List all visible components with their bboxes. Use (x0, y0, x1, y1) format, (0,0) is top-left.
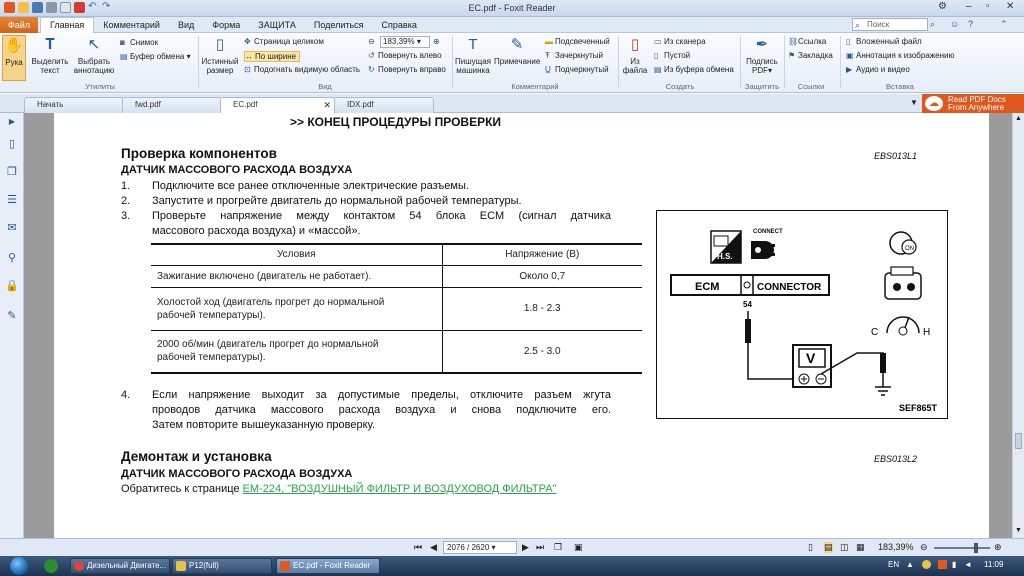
typewriter-button[interactable] (455, 35, 491, 75)
zoom-in-status-icon[interactable]: ⊕ (994, 542, 1002, 552)
section-code-1: EBS013L1 (874, 151, 918, 161)
select-text-label: Выделить текст (31, 57, 69, 75)
rotate-left-label: Повернуть влево (378, 51, 442, 60)
comments-icon[interactable]: ✉ (7, 222, 17, 234)
fit-page-icon: ✥ (244, 37, 251, 46)
group-utils-label: Утилиты (85, 82, 115, 91)
pen-icon: ✒ (755, 36, 769, 53)
wiring-diagram (656, 210, 948, 419)
table-cell-voltage: Около 0,7 (442, 265, 642, 287)
hs-symbol (711, 231, 741, 263)
user-icon[interactable]: ☺ (950, 19, 960, 29)
navigation-panel (0, 113, 24, 538)
bookmark-button[interactable] (788, 51, 833, 60)
from-file-button[interactable] (620, 35, 650, 75)
tab-protect[interactable]: ЗАЩИТА (258, 20, 296, 30)
folder-icon (176, 561, 186, 571)
step4-line3: Затем повторите вышеуказанную проверку. (152, 419, 376, 431)
pages-icon[interactable]: ❐ (7, 166, 17, 178)
zoom-slider-thumb[interactable] (974, 543, 978, 553)
arrow-cursor-icon: ↖ (87, 36, 101, 53)
redo-icon[interactable]: ↷ (102, 1, 111, 12)
text-cursor-icon: 𝐓 (45, 36, 55, 53)
search-icon: ⌕ (855, 20, 861, 30)
tab-fwd[interactable] (122, 97, 222, 113)
table-cell-condition-cont: рабочей температуры). (157, 309, 266, 321)
strikeout-label: Зачеркнутый (555, 51, 603, 60)
section-code-2: EBS013L2 (874, 454, 918, 464)
foxit-icon (280, 561, 290, 571)
pdf-file-icon: ▯ (630, 36, 640, 53)
table-row (151, 287, 642, 330)
connect-symbol (751, 229, 783, 259)
ribbon-tab-bar (0, 17, 1024, 33)
document-tab-bar (0, 94, 1024, 113)
step-text: Запустите и прогрейте двигатель до нормальной рабочей температуры. (152, 195, 522, 207)
section-heading-remove: Демонтаж и установка (121, 449, 272, 464)
select-annotation-label: Выбрать аннотацию (73, 57, 115, 75)
voltage-table (151, 243, 642, 374)
ribbon-separator (784, 36, 785, 88)
blank-label: Пустой (664, 51, 691, 60)
scanner-icon: ▭ (654, 37, 662, 46)
media-icon: ▶ (846, 65, 853, 74)
ribbon-separator (740, 36, 741, 88)
close-tab-icon[interactable]: ✕ (323, 100, 331, 110)
media-player-icon[interactable] (44, 559, 58, 573)
group-links-label: Ссылки (797, 82, 825, 91)
taskbar-item-p12[interactable] (172, 558, 272, 574)
windows-logo-icon (10, 557, 28, 575)
tray-expand-icon[interactable]: ▲ (906, 560, 914, 569)
zoom-in-icon[interactable]: ⊕ (433, 37, 440, 46)
from-scanner-label: Из сканера (664, 37, 706, 46)
highlight-button[interactable] (545, 37, 610, 46)
ribbon (0, 33, 1024, 93)
title-bar (0, 0, 1024, 17)
single-page-icon[interactable]: ▯ (808, 542, 813, 552)
from-clipboard-label: Из буфера обмена (664, 65, 734, 74)
undo-icon[interactable]: ↶ (88, 1, 97, 12)
connect-label: CONNECT (753, 229, 783, 235)
select-text-button[interactable] (30, 35, 70, 75)
tab-help[interactable]: Справка (381, 20, 417, 30)
window-title: EC.pdf - Foxit Reader (468, 3, 556, 13)
embedded-file-button[interactable] (846, 37, 922, 46)
group-protect-label: Защитить (744, 82, 780, 91)
diagram-code-label: SEF865T (899, 403, 938, 413)
start-button[interactable] (4, 556, 36, 576)
engine-icon (885, 267, 921, 299)
gauge-h-label: H (923, 327, 931, 338)
fit-visible-icon: ⊡ (244, 65, 251, 74)
typewriter-label: Пишущая машинка (455, 57, 491, 75)
tab-idx[interactable] (334, 97, 434, 113)
pin-54-label: 54 (743, 300, 752, 309)
snapshot-button[interactable] (120, 38, 158, 47)
image-annotation-button[interactable] (846, 51, 954, 60)
ribbon-separator (452, 36, 453, 88)
table-cell-voltage: 1.8 - 2.3 (442, 287, 642, 330)
tab-start-label: Начать (37, 100, 64, 109)
voltmeter-icon (793, 345, 831, 387)
hand-label: Рука (5, 58, 23, 67)
from-scanner-button[interactable] (654, 37, 706, 46)
zoom-out-icon[interactable]: ⊖ (368, 37, 375, 46)
strikeout-button[interactable] (545, 51, 603, 60)
subheading-maf: ДАТЧИК МАССОВОГО РАСХОДА ВОЗДУХА (121, 164, 353, 176)
layers-icon[interactable]: ☰ (7, 194, 17, 206)
status-bar (0, 538, 1024, 556)
search-input[interactable] (852, 18, 928, 31)
prev-page-icon[interactable]: ◀ (430, 542, 437, 552)
security-lock-icon[interactable]: 🔒 (5, 280, 19, 292)
help-icon[interactable]: ? (968, 19, 974, 29)
volume-icon[interactable]: ◄ (964, 560, 972, 569)
connector-label: CONNECTOR (757, 282, 822, 293)
fit-visible-button[interactable] (244, 65, 360, 74)
link-icon: ⛓ (788, 37, 799, 46)
tab-share[interactable]: Поделиться (313, 20, 364, 30)
link-button[interactable] (788, 37, 826, 46)
tab-start[interactable] (24, 97, 124, 113)
tab-home[interactable]: Главная (40, 17, 94, 33)
em224-link[interactable]: EM-224, "ВОЗДУШНЫЙ ФИЛЬТР И ВОЗДУХОВОД ФИЛЬТРА" (242, 483, 557, 495)
underline-icon: U̲ (545, 65, 551, 74)
rotate-left-button[interactable] (368, 51, 442, 60)
bookmark-label: Закладка (798, 51, 833, 60)
vertical-scrollbar[interactable] (1012, 113, 1024, 538)
zoom-level: 183,39% (878, 542, 914, 552)
audio-video-button[interactable] (846, 65, 910, 74)
note-icon: ✎ (510, 36, 524, 53)
hand-tool-button[interactable] (2, 35, 26, 81)
table-row (151, 330, 642, 373)
group-view-label: Вид (318, 82, 332, 91)
pdf-page (54, 113, 989, 538)
maximize-button[interactable]: ▫ (986, 1, 990, 12)
search-placeholder: Поиск (867, 20, 890, 29)
blank-page-icon: ▯ (654, 51, 659, 60)
continuous-icon[interactable]: ▤ (824, 542, 833, 552)
page-thumbnail-icon[interactable]: ▯ (8, 138, 16, 150)
blank-button[interactable] (654, 51, 690, 60)
zoom-out-status-icon[interactable]: ⊖ (920, 542, 928, 552)
page-number-input[interactable]: 2076 / 2620 ▾ (443, 541, 517, 554)
taskbar-item-label: EC.pdf - Foxit Reader (293, 561, 371, 570)
end-procedure-text: >> КОНЕЦ ПРОЦЕДУРЫ ПРОВЕРКИ (290, 115, 502, 129)
windows-taskbar (0, 556, 1024, 576)
clock[interactable]: 11:09 (984, 560, 1004, 569)
step-number: 4. (121, 389, 131, 401)
tab-view[interactable]: Вид (177, 20, 195, 30)
clipboard-label: Буфер обмена (130, 52, 185, 61)
facing-icon[interactable]: ◫ (840, 542, 849, 552)
select-annotation-button[interactable] (72, 35, 116, 75)
next-page-icon[interactable]: ▶ (522, 542, 529, 552)
from-clipboard-button[interactable] (654, 65, 734, 74)
print-preview-icon[interactable]: ▣ (574, 542, 583, 552)
fit-width-icon: ↔ (245, 52, 253, 61)
hand-icon: ✋ (4, 37, 24, 54)
zoom-select[interactable]: 183,39% ▾ (380, 36, 430, 48)
settings-icon[interactable]: ⚙ (938, 1, 947, 12)
table-cell-condition: Холостой ход (двигатель прогрет до нормальной (157, 296, 385, 308)
highlight-icon: ▬ (545, 37, 553, 46)
voltmeter-v-label: V (806, 350, 816, 366)
tray-app-icon[interactable] (922, 560, 931, 569)
ribbon-separator (618, 36, 619, 88)
tab-ec[interactable] (220, 97, 336, 114)
rotate-right-icon: ↻ (368, 65, 375, 74)
document-viewport[interactable] (24, 113, 1012, 538)
on-label: ON (905, 246, 914, 252)
tray-foxit-icon[interactable] (938, 560, 947, 569)
tab-comment[interactable]: Комментарий (103, 20, 160, 30)
taskbar-item-label: Дизельный Двигате... (87, 561, 167, 570)
tab-idx-label: IDX.pdf (347, 100, 374, 109)
table-cell-condition-cont: рабочей температуры). (157, 352, 266, 364)
subheading-maf-2: ДАТЧИК МАССОВОГО РАСХОДА ВОЗДУХА (121, 468, 353, 480)
zoom-value: 183,39% (383, 37, 415, 46)
minimize-button[interactable]: – (966, 1, 972, 12)
link-label: Ссылка (798, 37, 827, 46)
image-icon: ▣ (846, 51, 854, 60)
taskbar-item-chrome[interactable] (70, 558, 170, 574)
rotate-right-button[interactable] (368, 65, 446, 74)
refer-label: Обратитесь к странице (121, 483, 243, 495)
actual-size-label: Истинный размер (201, 57, 239, 75)
step-text-cont: массового расхода воздуха) и «массой». (152, 225, 361, 237)
note-label: Примечание (494, 57, 541, 66)
typewriter-icon: T (468, 36, 478, 53)
scroll-down-icon[interactable]: ▼ (1015, 527, 1022, 534)
clipboard-button[interactable]: ▤ Буфер обмена ▾ (120, 52, 191, 61)
group-create-label: Создать (665, 82, 695, 91)
clipboard-page-icon: ▤ (654, 65, 662, 74)
fit-width-button[interactable] (244, 51, 300, 62)
strikeout-icon: Ŧ (545, 51, 550, 60)
first-page-icon[interactable]: ⏮ (414, 542, 423, 552)
table-cell-condition: 2000 об/мин (двигатель прогрет до нормальной (157, 339, 379, 351)
step-text: Подключите все ранее отключенные электрические разъемы. (152, 180, 469, 192)
close-button[interactable]: ✕ (1006, 1, 1015, 12)
ribbon-collapse-icon[interactable]: ⌃ (1000, 19, 1008, 29)
file-menu[interactable]: Файл (0, 17, 38, 33)
ecm-connector-box (671, 275, 829, 309)
rotate-left-icon: ↺ (368, 51, 375, 60)
gauge-c-label: C (871, 327, 879, 338)
page-tools-icon[interactable]: ❐ (554, 542, 563, 552)
highlight-label: Подсвеченный (555, 37, 610, 46)
language-indicator[interactable]: EN (888, 560, 900, 569)
note-button[interactable] (494, 35, 540, 66)
step-number: 2. (121, 195, 131, 207)
chrome-icon (74, 561, 84, 571)
temperature-gauge-icon (871, 317, 930, 338)
snapshot-label: Снимок (130, 38, 159, 47)
page-number-value: 2076 / 2620 (447, 543, 490, 552)
clipboard-icon: ▤ (120, 52, 128, 61)
diagram-svg (657, 211, 949, 420)
audio-video-label: Аудио и видео (856, 65, 910, 74)
fit-width-label: По ширине (255, 52, 297, 61)
fit-page-label: Страница целиком (254, 37, 324, 46)
refer-text (121, 483, 556, 495)
ecm-label: ECM (695, 281, 720, 293)
zoom-slider[interactable] (934, 547, 990, 549)
group-insert-label: Вставка (886, 82, 914, 91)
table-header-voltage: Напряжение (В) (442, 244, 642, 265)
ribbon-separator (840, 36, 841, 88)
foxit-cloud-icon: ☁ (925, 96, 943, 111)
underline-button[interactable] (545, 65, 609, 74)
taskbar-item-foxit[interactable] (276, 558, 380, 574)
hs-label: H.S. (717, 252, 733, 261)
bookmark-icon: ⚑ (788, 51, 796, 60)
network-icon[interactable]: ▮ (952, 560, 957, 569)
tab-list-icon[interactable]: ▼ (910, 98, 918, 107)
attachment-icon: ▯ (846, 37, 851, 46)
ignition-key-icon (890, 232, 916, 254)
table-header-conditions: Условия (151, 244, 442, 265)
sign-pdf-label: Подпись PDF (746, 57, 778, 75)
attachment-panel-icon[interactable]: ⚲ (7, 252, 17, 264)
continuous-facing-icon[interactable]: ▦ (856, 542, 865, 552)
tab-form[interactable]: Форма (212, 20, 241, 30)
embedded-file-label: Вложенный файл (856, 37, 922, 46)
step-number: 3. (121, 210, 131, 222)
promo-line2: From Anywhere (948, 103, 1005, 112)
search-go-icon[interactable]: ⌕ (930, 19, 936, 29)
table-cell-condition: Зажигание включено (двигатель не работает). (157, 270, 372, 282)
sign-pdf-button[interactable]: ✒ Подпись PDF▾ (746, 36, 778, 75)
page-icon: ▯ (215, 36, 225, 53)
fit-page-button[interactable] (244, 37, 324, 46)
step-text: Проверьте напряжение между контактом 54 блока ECM (сигнал датчика (152, 210, 611, 222)
tab-fwd-label: fwd.pdf (135, 100, 161, 109)
tab-ec-label: EC.pdf (233, 100, 258, 109)
section-heading-check: Проверка компонентов (121, 146, 277, 161)
ribbon-separator (198, 36, 199, 88)
table-row (151, 265, 642, 287)
scrollbar-thumb[interactable] (1015, 433, 1022, 449)
step4-line1: Если напряжение выходит за допустимые пределы, отключите разъем жгута (152, 389, 611, 401)
promo-line1: Read PDF Docs (948, 95, 1006, 104)
from-file-label: Из файла (622, 57, 648, 75)
group-comment-label: Комментарий (511, 82, 559, 91)
scroll-up-icon[interactable]: ▲ (1015, 115, 1022, 122)
step4-line2: проводов датчика массового расхода воздуха и снова подключите его. (152, 404, 611, 416)
underline-label: Подчеркнутый (555, 65, 609, 74)
image-annotation-label: Аннотация к изображению (856, 51, 955, 60)
taskbar-item-label: P12(full) (189, 561, 219, 570)
camera-icon: ◙ (120, 38, 125, 47)
fit-visible-label: Подогнать видимую область (254, 65, 361, 74)
expand-panel-icon[interactable]: ▶ (8, 117, 16, 126)
last-page-icon[interactable]: ⏭ (536, 542, 545, 552)
table-cell-voltage: 2.5 - 3.0 (442, 330, 642, 373)
signature-icon[interactable]: ✎ (7, 310, 17, 322)
actual-size-button[interactable] (200, 35, 240, 75)
rotate-right-label: Повернуть вправо (378, 65, 446, 74)
promo-banner[interactable] (922, 94, 1024, 113)
step-number: 1. (121, 180, 131, 192)
